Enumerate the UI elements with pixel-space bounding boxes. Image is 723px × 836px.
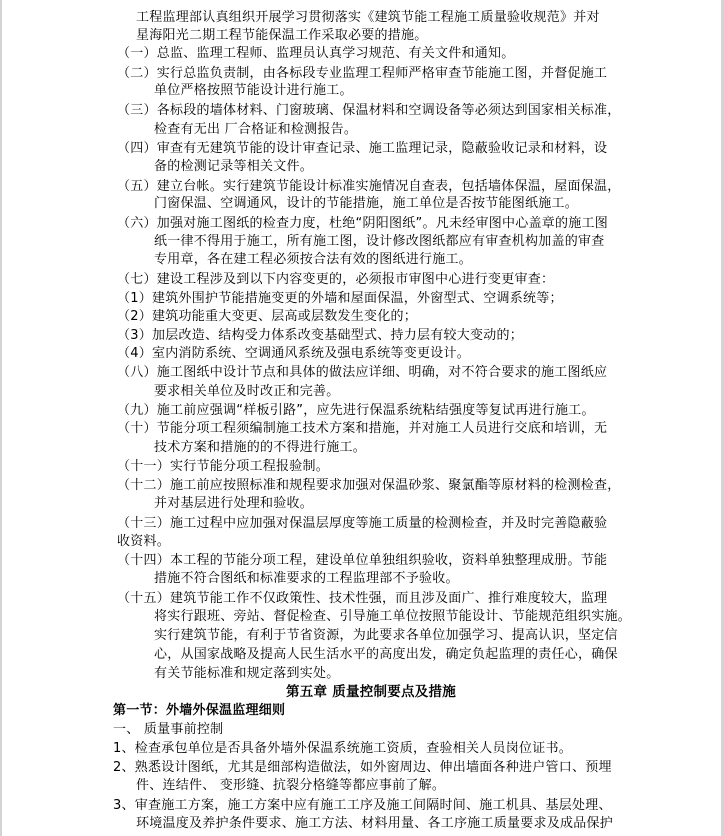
item-15-line-5: 有关节能标准和规定落到实处。 — [154, 666, 340, 681]
chapter-heading: 第五章 质量控制要点及措施 — [286, 684, 456, 700]
item-9-line-1: （九）施工前应强调“样板引路”，应先进行保温系统粘结强度等复试再进行施工。 — [117, 403, 595, 418]
item-14-line-1: （十四）本工程的节能分项工程，建设单位单独组织验收，资料单独整理成册。节能 — [117, 553, 608, 568]
item-15-line-1: （十五）建筑节能工作不仅政策性、技术性强，而且涉及面广、推行难度较大，监理 — [117, 591, 608, 606]
item-15-line-4: 心，从国家战略及提高人民生活水平的高度出发，确定负起监理的责任心，确保 — [154, 647, 618, 662]
item-2-line-2: 单位严格按照节能设计进行施工。 — [154, 83, 353, 98]
sub-item-2: （2）建筑功能重大变更、层高或层数发生变化的； — [117, 309, 418, 324]
intro-line-1: 工程监理部认真组织开展学习贯彻落实《建筑节能工程施工质量验收规范》并对 — [136, 10, 600, 25]
item-8-line-2: 要求相关单位及时改正和完善。 — [154, 384, 340, 399]
item-10-line-1: （十）节能分项工程须编制施工技术方案和措施，并对施工人员进行交底和培训，无 — [117, 421, 608, 436]
item-15-line-3: 实行建筑节能，有利于节省资源，为此要求各单位加强学习、提高认识，坚定信 — [154, 628, 618, 643]
item-10-line-2: 技术方案和措施的的不得进行施工。 — [154, 440, 367, 455]
step-2-line-1: 2、熟悉设计图纸，尤其是细部构造做法，如外窗周边、伸出墙面各种进户管口、预埋 — [113, 760, 612, 775]
intro-line-2: 星海阳光二期工程节能保温工作采取必要的措施。 — [136, 28, 428, 43]
step-3-line-1: 3、审查施工方案，施工方案中应有施工工序及施工间隔时间、施工机具、基层处理、 — [113, 798, 612, 813]
item-15-line-2: 将实行跟班、旁站、督促检查、引导施工单位按照节能设计、节能规范组织实施。 — [154, 609, 632, 624]
item-13-line-1: （十三）施工过程中应加强对保温层厚度等施工质量的检测检查，并及时完善隐蔽验 — [117, 516, 608, 531]
item-5-line-2: 门窗保温、空调通风，设计的节能措施，施工单位是否按节能图纸施工。 — [154, 196, 579, 211]
item-3-line-1: （三）各标段的墙体材料、门窗玻璃、保温材料和空调设备等必须达到国家相关标准， — [117, 103, 621, 118]
step-3-line-2: 环境温度及养护条件要求、施工方法、材料用量、各工序施工质量要求及成品保护 — [136, 816, 614, 831]
item-6-line-3: 专用章，各在建工程必须按合法有效的图纸进行施工。 — [154, 252, 473, 267]
subsection-heading: 一、 质量事前控制 — [113, 722, 224, 737]
item-4-line-2: 备的检测记录等相关文件。 — [154, 159, 314, 174]
sub-item-4: （4）室内消防系统、空调通风系统及强电系统等变更设计。 — [117, 346, 471, 361]
item-6-line-2: 纸一律不得用于施工，所有施工图，设计修改图纸都应有审查机构加盖的审查 — [154, 234, 605, 249]
item-1-line-1: （一）总监、监理工程师、监理员认真学习规范、有关文件和通知。 — [117, 46, 515, 61]
step-2-line-2: 件、连结件、 变形缝、抗裂分格缝等都应事前了解。 — [136, 778, 446, 793]
item-5-line-1: （五）建立台帐。实行建筑节能设计标准实施情况自查表，包括墙体保温，屋面保温， — [117, 179, 621, 194]
item-4-line-1: （四）审查有无建筑节能的设计审查记录、施工监理记录，隐蔽验收记录和材料，设 — [117, 141, 608, 156]
item-11-line-1: （十一）实行节能分项工程报验制。 — [117, 459, 330, 474]
item-7-line-1: （七）建设工程涉及到以下内容变更的，必须报市审图中心进行变更审查： — [117, 272, 555, 287]
item-2-line-1: （二）实行总监负责制，由各标段专业监理工程师严格审查节能施工图，并督促施工 — [117, 66, 608, 81]
item-14-line-2: 措施不符合图纸和标准要求的工程监理部不予验收。 — [154, 571, 459, 586]
step-1-line-1: 1、检查承包单位是否具备外墙外保温系统施工资质，查验相关人员岗位证书。 — [113, 741, 573, 756]
item-12-line-2: 并对基层进行处理和验收。 — [154, 496, 314, 511]
item-8-line-1: （八）施工图纸中设计节点和具体的做法应详细、明确，对不符合要求的施工图纸应 — [117, 365, 608, 380]
section-heading: 第一节：外墙外保温监理细则 — [113, 703, 286, 718]
sub-item-3: （3）加层改造、结构受力体系改变基础型式、持力层有较大变动的； — [117, 328, 524, 343]
item-13-line-2: 收资料。 — [117, 534, 171, 549]
sub-item-1: （1）建筑外围护节能措施变更的外墙和屋面保温，外窗型式、空调系统等； — [117, 291, 563, 306]
item-6-line-1: （六）加强对施工图纸的检查力度，杜绝“阴阳图纸”。凡未经审图中心盖章的施工图 — [117, 216, 608, 231]
item-12-line-1: （十二）施工前应按照标准和规程要求加强对保温砂浆、聚氯酯等原材料的检测检查， — [117, 478, 621, 493]
item-3-line-2: 检查有无出 厂合格证和检测报告。 — [154, 122, 358, 137]
